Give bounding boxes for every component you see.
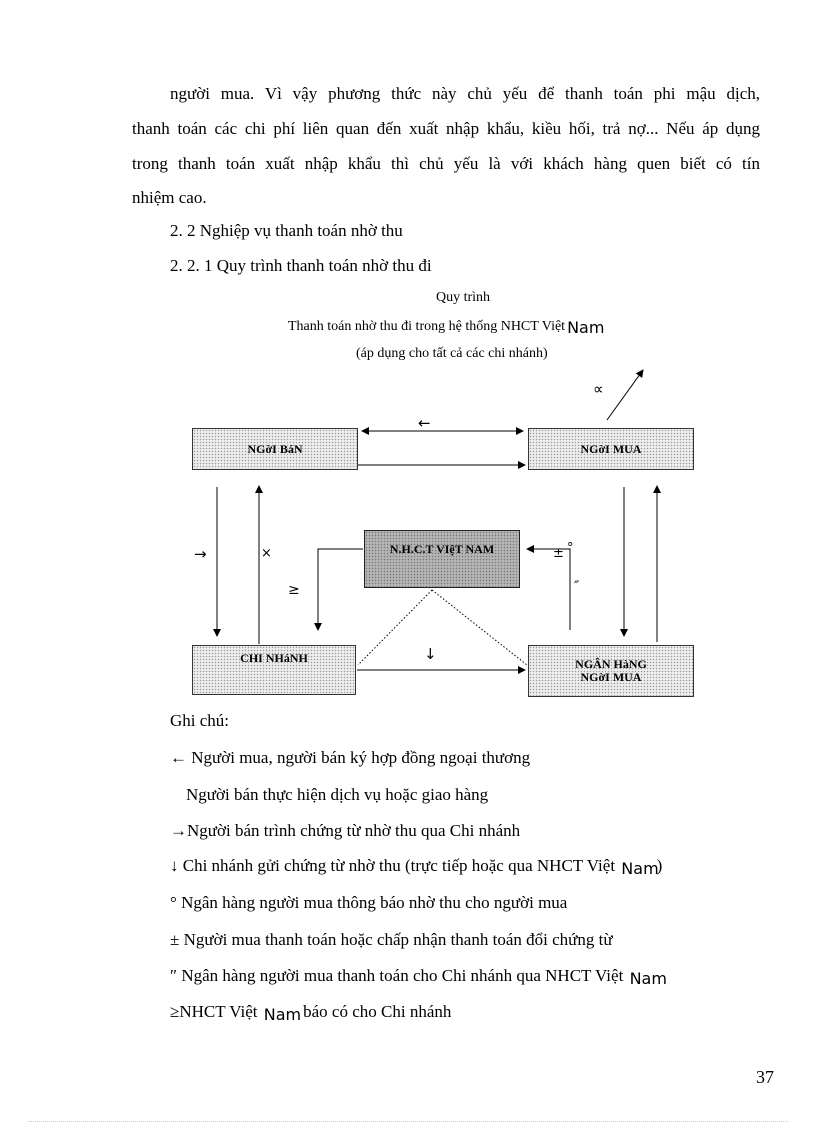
legend-item	[170, 821, 520, 841]
diagram-subtitle: Thanh toán nhờ thu đi trong hệ thống NHCT Việt Nam	[288, 318, 605, 337]
legend-text: Ngân hàng người mua thanh toán cho Chi nhánh qua NHCT Việt	[181, 966, 624, 985]
subsection-heading: 2. 2. 1 Quy trình thanh toán nhờ thu đi	[170, 256, 432, 275]
legend-item	[170, 1002, 451, 1024]
legend-nam: Nam	[263, 1005, 302, 1024]
box-branch: CHI NHáNH	[192, 645, 356, 695]
legend-symbol: ±	[170, 930, 180, 949]
box-buyer-bank	[528, 645, 694, 697]
legend-text: NHCT Việt	[179, 1002, 258, 1021]
paragraph-line-2: thanh toán các chi phí liên quan đến xuất nhập khẩu, kiều hối, trả nợ... Nếu áp dụng	[132, 119, 760, 138]
legend-text: Chi nhánh gửi chứng từ nhờ thu (trực tiếp hoặc qua NHCT Việt	[182, 856, 616, 875]
arrow-hq-to-branch	[318, 549, 363, 630]
box-seller: NGờI BáN	[192, 428, 358, 470]
legend-text: Người bán trình chứng từ nhờ thu qua Chi nhánh	[187, 821, 521, 840]
box-buyer-bank-line-1: NGÂN HàNG	[575, 657, 647, 671]
legend-symbol: ≥	[170, 1002, 180, 1021]
legend-item	[170, 930, 613, 950]
legend-symbol: →	[170, 821, 187, 840]
step-4-symbol: ×	[261, 546, 272, 561]
dotted-hq-to-buyer-bank	[432, 590, 527, 665]
legend-item	[186, 785, 488, 805]
arrow-buyer-bank-to-hq	[527, 549, 570, 630]
legend-text: Ngân hàng người mua thông báo nhờ thu cho người mua	[181, 893, 568, 912]
legend-item	[170, 856, 662, 878]
paragraph-line-3: trong thanh toán xuất nhập khẩu thì chủ yếu là với khách hàng quen biết có tín	[132, 154, 760, 173]
legend-symbol: °	[170, 893, 177, 912]
legend-text: Người mua thanh toán hoặc chấp nhận thanh toán đổi chứng từ	[183, 930, 613, 949]
box-buyer: NGờI MUA	[528, 428, 694, 470]
step-8-symbol: ″	[574, 579, 580, 595]
legend-after: báo có cho Chi nhánh	[303, 1002, 452, 1021]
diagram-scope-note: (áp dụng cho tất cả các chi nhánh)	[356, 346, 548, 361]
box-buyer-bank-line-2: NGờI MUA	[580, 670, 642, 684]
step-7-symbol: °	[567, 541, 574, 556]
legend-symbol: ″	[170, 966, 178, 985]
section-heading: 2. 2 Nghiệp vụ thanh toán nhờ thu	[170, 221, 403, 240]
step-9-symbol: ↓	[424, 645, 437, 663]
step-2-symbol: ∝	[593, 380, 604, 398]
dotted-hq-to-branch	[358, 590, 432, 665]
footer-rule	[28, 1121, 788, 1122]
legend-item	[170, 748, 530, 768]
legend-title: Ghi chú:	[170, 711, 230, 730]
step-3-symbol: →	[194, 545, 207, 563]
legend-nam: Nam	[629, 969, 667, 988]
step-5-symbol: ≥	[288, 582, 300, 598]
step-6-symbol: ±	[553, 546, 564, 561]
arrow-diagonal	[607, 370, 643, 420]
legend-text: Người bán thực hiện dịch vụ hoặc giao hàng	[186, 785, 489, 804]
step-1-symbol: ←	[418, 414, 431, 432]
legend-symbol: ↓	[170, 856, 179, 875]
paragraph-line-4: nhiệm cao.	[132, 188, 207, 207]
paragraph-line-1: người mua. Vì vậy phương thức này chủ yếu để thanh toán phi mậu dịch,	[170, 84, 760, 103]
legend-item	[170, 966, 669, 988]
page-number: 37	[756, 1067, 774, 1087]
box-hq: N.H.C.T VIệT NAM	[364, 530, 520, 588]
legend-item	[170, 893, 567, 913]
legend-symbol: ←	[170, 748, 187, 767]
legend-after: )	[656, 856, 663, 875]
legend-nam: Nam	[621, 859, 659, 878]
legend-text: Người mua, người bán ký hợp đồng ngoại thương	[191, 748, 531, 767]
diagram-title: Quy trình	[436, 290, 491, 305]
